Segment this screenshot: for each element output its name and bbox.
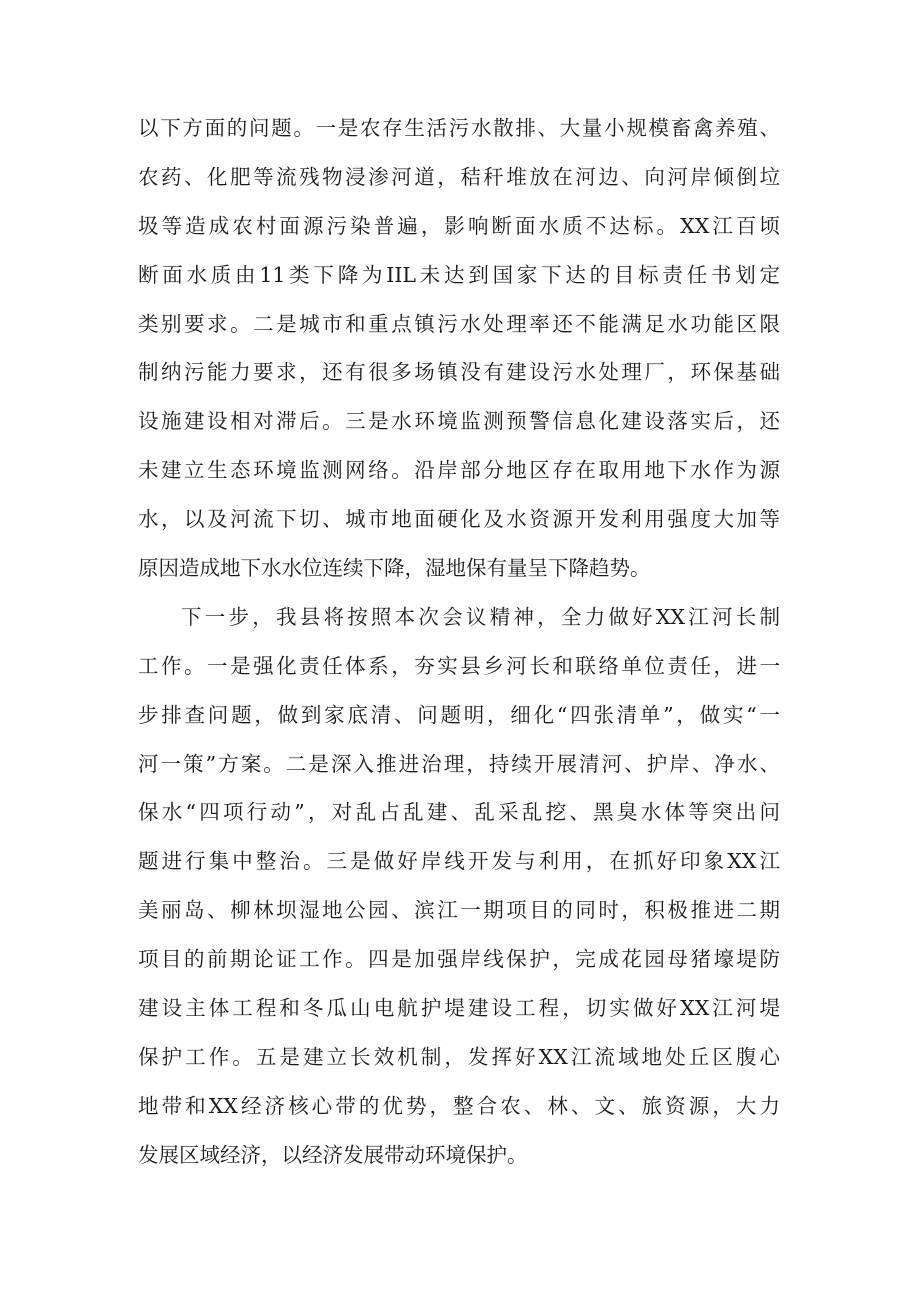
text-line: 发展区域经济，以经济发展带动环境保护。 — [138, 1142, 528, 1167]
text-line: 下一步，我县将按照本次会议精神，全力做好XX江河长制 — [181, 604, 780, 629]
text-line: 农药、化肥等流残物浸渗河道，秸秆堆放在河边、向河岸倾倒垃 — [138, 164, 780, 189]
paragraph-1 — [138, 104, 780, 593]
text-line: 断面水质由11类下降为IIL未达到国家下达的目标责任书划定 — [138, 262, 780, 287]
text-line: 圾等造成农村面源污染普遍，影响断面水质不达标。XX江百顷 — [138, 213, 780, 238]
text-line: 步排查问题，做到家底清、问题明，细化“四张清单”，做实“一 — [138, 702, 780, 727]
text-line: 以下方面的问题。一是农存生活污水散排、大量小规模畜禽养殖、 — [138, 116, 780, 140]
text-line: 项目的前期论证工作。四是加强岸线保护，完成花园母猪壕堤防 — [138, 947, 780, 972]
text-line: 设施建设相对滞后。三是水环境监测预警信息化建设落实后，还 — [138, 409, 780, 434]
text-line: 美丽岛、柳林坝湿地公园、滨江一期项目的同时，积极推进二期 — [138, 898, 780, 923]
text-line: 类别要求。二是城市和重点镇污水处理率还不能满足水功能区限 — [138, 311, 780, 336]
text-line: 河一策”方案。二是深入推进治理，持续开展清河、护岸、净水、 — [138, 751, 780, 776]
text-line: 未建立生态环境监测网络。沿岸部分地区存在取用地下水作为源 — [138, 458, 780, 483]
text-line: 原因造成地下水水位连续下降，湿地保有量呈下降趋势。 — [138, 556, 651, 581]
paragraph-2 — [138, 593, 780, 1180]
text-line: 地带和XX经济核心带的优势，整合农、林、文、旅资源，大力 — [138, 1093, 780, 1118]
text-line: 保护工作。五是建立长效机制，发挥好XX江流域地处丘区腹心 — [138, 1044, 780, 1069]
text-line: 建设主体工程和冬瓜山电航护堤建设工程，切实做好XX江河堤 — [138, 996, 780, 1021]
text-line: 保水“四项行动”，对乱占乱建、乱采乱挖、黑臭水体等突出问 — [138, 800, 780, 825]
document-body — [138, 104, 780, 1180]
text-line: 题进行集中整治。三是做好岸线开发与利用，在抓好印象XX江 — [138, 849, 780, 874]
text-line: 水，以及河流下切、城市地面硬化及水资源开发利用强度大加等 — [138, 507, 780, 532]
text-line: 制纳污能力要求，还有很多场镇没有建设污水处理厂，环保基础 — [138, 360, 780, 385]
text-line: 工作。一是强化责任体系，夯实县乡河长和联络单位责任，进一 — [138, 653, 780, 678]
